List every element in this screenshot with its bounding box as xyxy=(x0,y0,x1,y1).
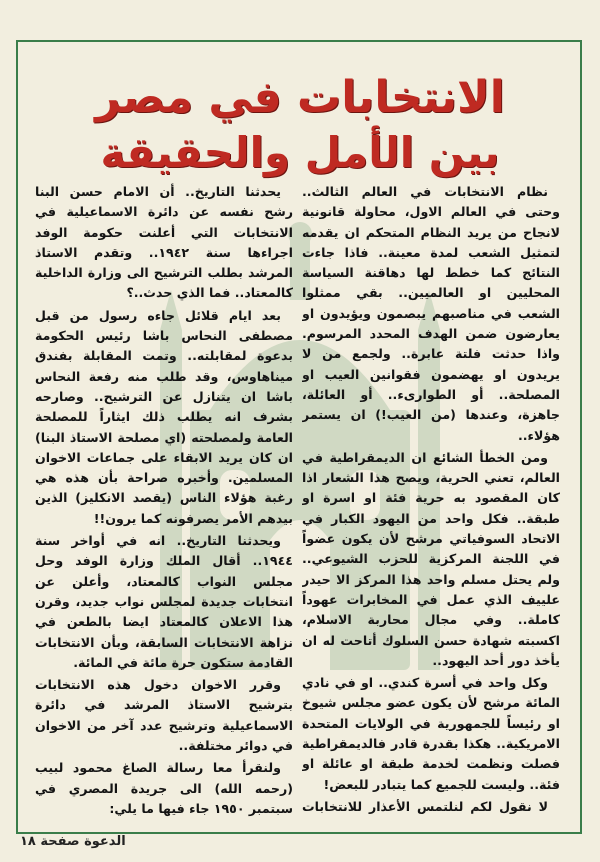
headline-line-1: الانتخابات في مصر xyxy=(95,72,505,123)
paragraph: ومن الخطأ الشائع ان الديمقراطية في العالم، تعني الحرية، ويصح هذا الشعار اذا كان المقصود به حرية فئة او اسرة او طبقة.. فكل واحد من اليهود الكبار في الاتحاد السوفياتي مرشح لأن يكون عضواً في اللجنة المركزية للحزب الشيوعي.. ولم يحتل مسلم واحد هذا المركز الا حيدر علييف الذي عمل في المخابرات عهوداً كاملة.. وفي مجال محاربة الاسلام، اكسبته شهادة حسن السلوك أتاحت له ان يأخذ دور أحد اليهود.. xyxy=(302,449,560,668)
paragraph: وكل واحد في أسرة كندي.. او في نادي المائة مرشح لأن يكون عضو مجلس شيوخ او رئيساً للجمهورية في الولايات المتحدة الامريكية.. هكذا بقدرة قادر فالديمقراطية فصلت ونظمت لخدمة طبقة او عائلة او فئة.. وليست للجميع كما يتبادر للبعض! xyxy=(302,675,560,792)
article-column-right xyxy=(302,182,560,818)
page-footer: الدعوة صفحة ١٨ xyxy=(20,834,126,849)
paragraph: بعد ايام قلائل جاءه رسول من قبل مصطفى النحاس باشا رئيس الحكومة بدعوة لمقابلته.. وتمت المقابلة بفندق ميناهاوس، وقد طلب منه رفعة النحاس باشا ان يتنازل عن الترشيح.. وصارحه بشرف انه يطلب ذلك ايثاراً للمصلحة العامة ولمصلحته (اي مصلحة الاستاذ البنا) ان كان يريد الابقاء على جماعات الاخوان المسلمين. وأخبره صراحة بأن هذه هي رغبة هؤلاء الناس (يقصد الانكليز) الذين بيدهم الأمر يصرفونه كما يرون!! xyxy=(35,307,293,526)
paragraph: ولنقرأ معا رسالة الصاغ محمود لبيب (رحمه الله) الى جريدة المصري في سبتمبر ١٩٥٠ جاء فيها ما يلي: xyxy=(35,760,293,816)
paragraph: نظام الانتخابات في العالم الثالث.. وحتى في العالم الاول، محاولة قانونية لانجاح من يريد النظام المتحكم ان يقدمه لتمثيل الشعب لمدة معينة.. فاذا جاءت النتائج كما خطط لها دهاقنة السياسة المحليين او العالميين.. بقي ممثلوا الشعب في مناصبهم يبصمون ويؤيدون او يعارضون ضمن الهدف المحدد المرسوم. واذا حدثت فلتة عابرة.. ولجمع من لا يريدون او يهضمون فقوانين العيب او المصلحة.. أو الطوارىء.. أو العائلة، جاهزة، وعندها (من العيب!) ان يستمر هؤلاء.. xyxy=(302,184,560,443)
paragraph: ويحدثنا التاريخ.. انه في أواخر سنة ١٩٤٤.. أقال الملك وزارة الوفد وحل مجلس النواب كالمعتاد، وأعلن عن انتخابات جديدة لمجلس نواب جديد، وقرن هذا الاعلان كالمعتاد ايضا بالطعن في نزاهة الانتخابات السابقة، وبأن الانتخابات القادمة ستكون حرة مائة في المائة. xyxy=(35,533,293,670)
article-column-left xyxy=(35,182,293,818)
headline-line-2: بين الأمل والحقيقة xyxy=(100,128,500,177)
paragraph: لا نقول لكم لنلتمس الأعذار للانتخابات xyxy=(302,798,548,814)
paragraph: يحدثنا التاريخ.. أن الامام حسن البنا رشح نفسه عن دائرة الاسماعيلية في الانتخابات التي أعلنت حكومة الوفد اجراءها سنة ١٩٤٢.. وتقدم الاستاذ المرشد بطلب الترشيح الى وزارة الداخلية كالمعتاد.. فما الذي حدث..؟ xyxy=(35,184,293,301)
paragraph: وقرر الاخوان دخول هذه الانتخابات بترشيح الاستاذ المرشد في دائرة الاسماعيلية وترشيح عدد آخر من الاخوان في دوائر مختلفة.. xyxy=(35,677,293,754)
